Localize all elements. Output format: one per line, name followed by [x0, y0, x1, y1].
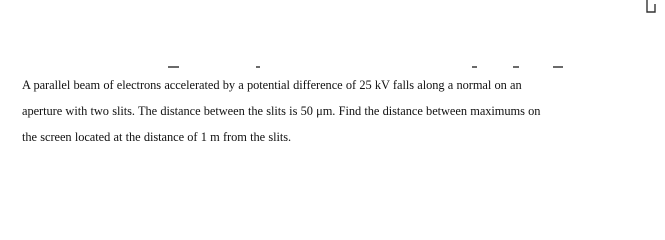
dash-mark [553, 66, 563, 68]
dash-marks [0, 64, 665, 70]
problem-text [22, 72, 654, 150]
dash-mark [472, 66, 477, 68]
corner-scan-mark-icon [645, 0, 657, 14]
problem-line: A parallel beam of electrons accelerated by a potential difference of 25 kV falls along a normal on an [22, 78, 522, 92]
dash-mark [513, 66, 519, 68]
dash-mark [256, 66, 260, 68]
dash-mark [168, 66, 179, 68]
problem-line: the screen located at the distance of 1 m from the slits. [22, 130, 292, 144]
problem-line: aperture with two slits. The distance between the slits is 50 μm. Find the distance between maximums on [22, 104, 541, 118]
